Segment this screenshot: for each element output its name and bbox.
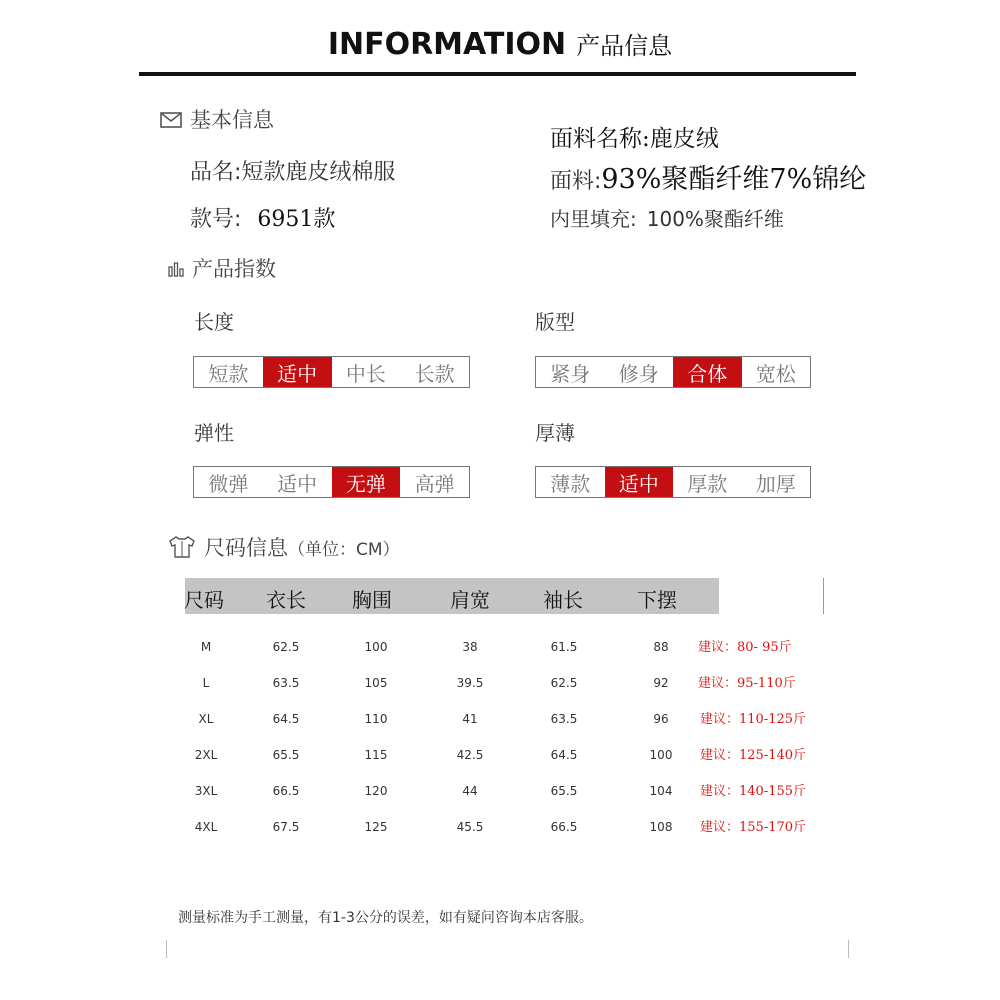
table-cell: 96 (653, 712, 669, 726)
size-info-heading-text: 尺码信息 (204, 536, 288, 560)
envelope-icon (160, 109, 182, 133)
table-cell: 120 (364, 784, 388, 798)
weight-suggestion: 建议：80- 95斤 (698, 640, 792, 655)
filling-row (550, 203, 784, 232)
table-cell: 125 (364, 820, 388, 834)
header-divider (139, 72, 856, 76)
table-cell: 92 (653, 676, 669, 690)
column-header: 下摆 (637, 588, 677, 612)
page-header (0, 26, 1000, 62)
fabric-row (550, 157, 866, 196)
table-cell: 39.5 (456, 676, 484, 690)
table-cell: 100 (364, 640, 388, 654)
fit-label: 版型 (535, 310, 575, 334)
size-cell: 3XL (194, 784, 218, 798)
thickness-label: 厚薄 (535, 421, 575, 445)
weight-suggestion: 建议：155-170斤 (700, 820, 807, 835)
table-cell: 38 (462, 640, 478, 654)
fabric-value: 93%聚酯纤维7%锦纶 (601, 164, 867, 195)
table-cell: 115 (364, 748, 388, 762)
table-cell: 108 (649, 820, 673, 834)
size-info-heading (168, 532, 400, 564)
table-cell: 110 (364, 712, 388, 726)
elastic-option: 无弹 (332, 467, 401, 497)
fit-option: 修身 (618, 361, 659, 386)
column-header: 胸围 (352, 588, 392, 612)
tshirt-icon (168, 535, 196, 564)
table-cell: 63.5 (272, 676, 300, 690)
length-option: 短款 (208, 361, 249, 386)
elastic-option: 适中 (277, 471, 318, 496)
size-cell: 2XL (194, 748, 218, 762)
size-cell: M (200, 640, 212, 654)
table-cell: 42.5 (456, 748, 484, 762)
column-header: 袖长 (543, 588, 583, 612)
table-cell: 62.5 (550, 676, 578, 690)
product-code-value: 6951款 (257, 207, 336, 232)
product-index-heading-text: 产品指数 (192, 257, 276, 281)
table-cell: 65.5 (272, 748, 300, 762)
table-cell: 41 (462, 712, 478, 726)
table-cell: 105 (364, 676, 388, 690)
product-code-row (190, 202, 335, 233)
table-cell: 66.5 (550, 820, 578, 834)
weight-suggestion: 建议：125-140斤 (700, 748, 807, 763)
fabric-name-value: 鹿皮绒 (649, 126, 719, 152)
product-code-label: 款号: (190, 207, 242, 232)
table-cell: 104 (649, 784, 673, 798)
product-index-heading (168, 253, 276, 283)
filling-value: 100%聚酯纤维 (646, 207, 784, 231)
column-header: 尺码 (184, 588, 224, 612)
length-option: 适中 (263, 357, 332, 387)
table-cell: 100 (649, 748, 673, 762)
table-cell: 88 (653, 640, 669, 654)
size-cell: XL (198, 712, 214, 726)
header-title-cn: 产品信息 (576, 32, 673, 60)
table-cell: 45.5 (456, 820, 484, 834)
thickness-option: 适中 (605, 467, 674, 497)
product-name-row (190, 155, 395, 186)
footer-edge-line-right (848, 940, 849, 958)
table-cell: 67.5 (272, 820, 300, 834)
fit-option: 合体 (673, 357, 742, 387)
fit-selector (535, 356, 811, 388)
fit-option: 紧身 (550, 361, 591, 386)
weight-suggestion: 建议：110-125斤 (700, 712, 807, 727)
footer-edge-line-left (166, 940, 167, 958)
fit-option: 宽松 (755, 361, 796, 386)
column-header: 肩宽 (450, 588, 490, 612)
thickness-selector (535, 466, 811, 498)
weight-suggestion: 建议：140-155斤 (700, 784, 807, 799)
header-title-en: INFORMATION (327, 27, 567, 62)
table-edge-line (823, 578, 824, 614)
table-cell: 63.5 (550, 712, 578, 726)
bar-chart-icon (168, 258, 184, 282)
elastic-option: 高弹 (414, 471, 455, 496)
product-name-value: 短款鹿皮绒棉服 (241, 160, 396, 185)
length-option: 长款 (414, 361, 455, 386)
elastic-selector (193, 466, 470, 498)
elastic-option: 微弹 (208, 471, 249, 496)
size-cell: 4XL (194, 820, 218, 834)
size-cell: L (202, 676, 210, 690)
thickness-option: 加厚 (755, 471, 796, 496)
product-name-label: 品名: (190, 160, 242, 185)
basic-info-heading (160, 104, 274, 134)
fabric-name-label: 面料名称: (550, 126, 650, 152)
weight-suggestion: 建议：95-110斤 (698, 676, 796, 691)
column-header: 衣长 (266, 588, 306, 612)
table-cell: 66.5 (272, 784, 300, 798)
table-cell: 61.5 (550, 640, 578, 654)
table-cell: 44 (462, 784, 478, 798)
measurement-footnote: 测量标准为手工测量，有1-3公分的误差，如有疑问咨询本店客服。 (178, 910, 593, 926)
length-option: 中长 (345, 361, 386, 386)
table-cell: 64.5 (550, 748, 578, 762)
fabric-label: 面料: (550, 169, 602, 194)
elastic-label: 弹性 (194, 421, 234, 445)
fabric-name-row (550, 120, 719, 153)
table-cell: 65.5 (550, 784, 578, 798)
table-cell: 62.5 (272, 640, 300, 654)
basic-info-heading-text: 基本信息 (190, 108, 274, 132)
length-label: 长度 (194, 310, 234, 334)
table-cell: 64.5 (272, 712, 300, 726)
thickness-option: 薄款 (550, 471, 591, 496)
length-selector (193, 356, 470, 388)
thickness-option: 厚款 (687, 471, 728, 496)
filling-label: 内里填充: (550, 207, 637, 231)
size-unit: （单位：CM） (288, 540, 400, 560)
